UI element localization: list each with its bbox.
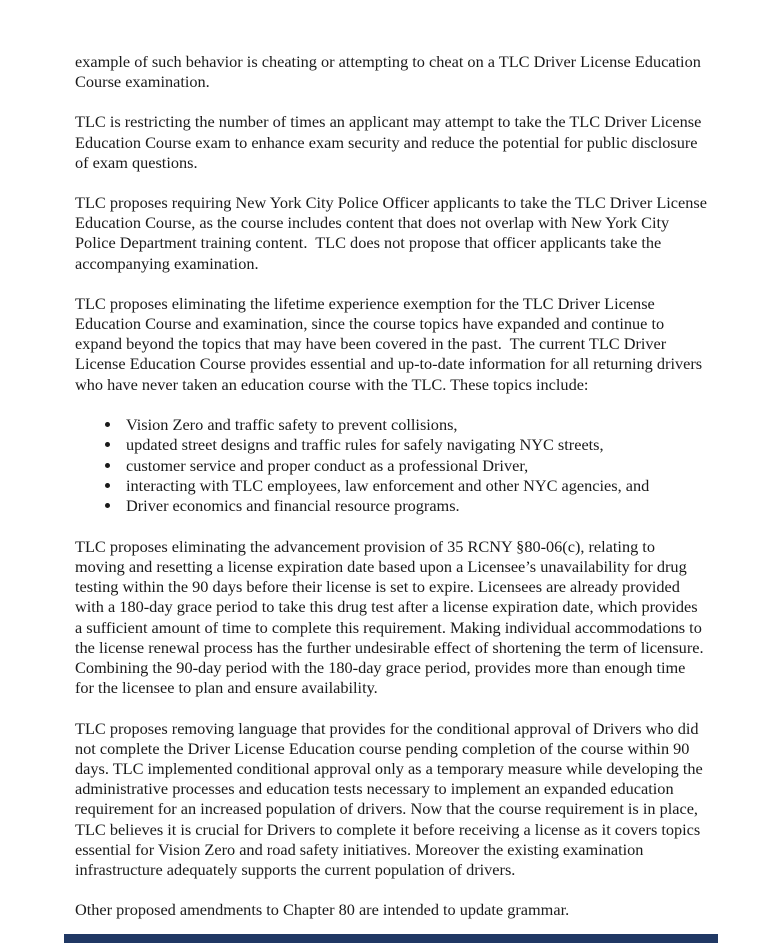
next-page-edge-bar [64,934,718,943]
course-topics-list [75,415,708,517]
paragraph-conditional-approval: TLC proposes removing language that provides for the conditional approval of Drivers who did not complete the Driver License Education course pending completion of the course within 90 days. TLC implemented conditional approval only as a temporary measure while developing the administrative processes and education tests necessary to implement an expanded education requirement for an increased population of drivers. Now that the course requirement is in place, TLC believes it is crucial for Drivers to complete it before receiving a license as it covers topics essential for Vision Zero and road safety initiatives. Moreover the existing examination infrastructure adequately supports the current population of drivers. [75,718,707,879]
list-item-customer-service: • customer service and proper conduct as a professional Driver, [122,456,708,476]
paragraph-lifetime-exemption: TLC proposes eliminating the lifetime experience exemption for the TLC Driver License Education Course and examination, since the course topics have expanded and continue to expand beyond the topics that may have been covered in the past. The current TLC Driver License Education Course provides essential and up-to-date information for all returning drivers who have never taken an education course with the TLC. These topics include: [75,293,707,394]
list-item-driver-economics: • Driver economics and financial resource programs. [122,496,708,516]
paragraph-other-amendments: Other proposed amendments to Chapter 80 are intended to update grammar. [75,900,570,920]
document-body [75,52,712,920]
paragraph-exam-attempt-limit: TLC is restricting the number of times an applicant may attempt to take the TLC Driver License Education Course exam to enhance exam security and reduce the potential for public disclosure of exam questions. [75,112,706,172]
paragraph-advancement-provision: TLC proposes eliminating the advancement provision of 35 RCNY §80-06(c), relating to moving and resetting a license expiration date based upon a Licensee’s unavailability for drug testing within the 90 days before their license is set to expire. Licensees are already provided with a 180-day grace period to take this drug test after a license expiration date, which provides a sufficient amount of time to complete this requirement. Making individual accommodations to the license renewal process has the further undesirable effect of shortening the term of licensure. Combining the 90-day period with the 180-day grace period, provides more than enough time for the licensee to plan and ensure availability. [75,536,708,698]
list-item-interacting-agencies: • interacting with TLC employees, law enforcement and other NYC agencies, and [122,476,708,496]
paragraph-police-officer-applicants: TLC proposes requiring New York City Police Officer applicants to take the TLC Driver License Education Course, as the course includes content that does not overlap with New York City Police Department training content. TLC does not propose that officer applicants take the accompanying examination. [75,193,712,273]
list-item-vision-zero: • Vision Zero and traffic safety to prevent collisions, [122,415,708,435]
paragraph-exam-cheating: example of such behavior is cheating or attempting to cheat on a TLC Driver License Education Course examination. [75,52,705,92]
list-item-street-designs: • updated street designs and traffic rules for safely navigating NYC streets, [122,435,708,455]
